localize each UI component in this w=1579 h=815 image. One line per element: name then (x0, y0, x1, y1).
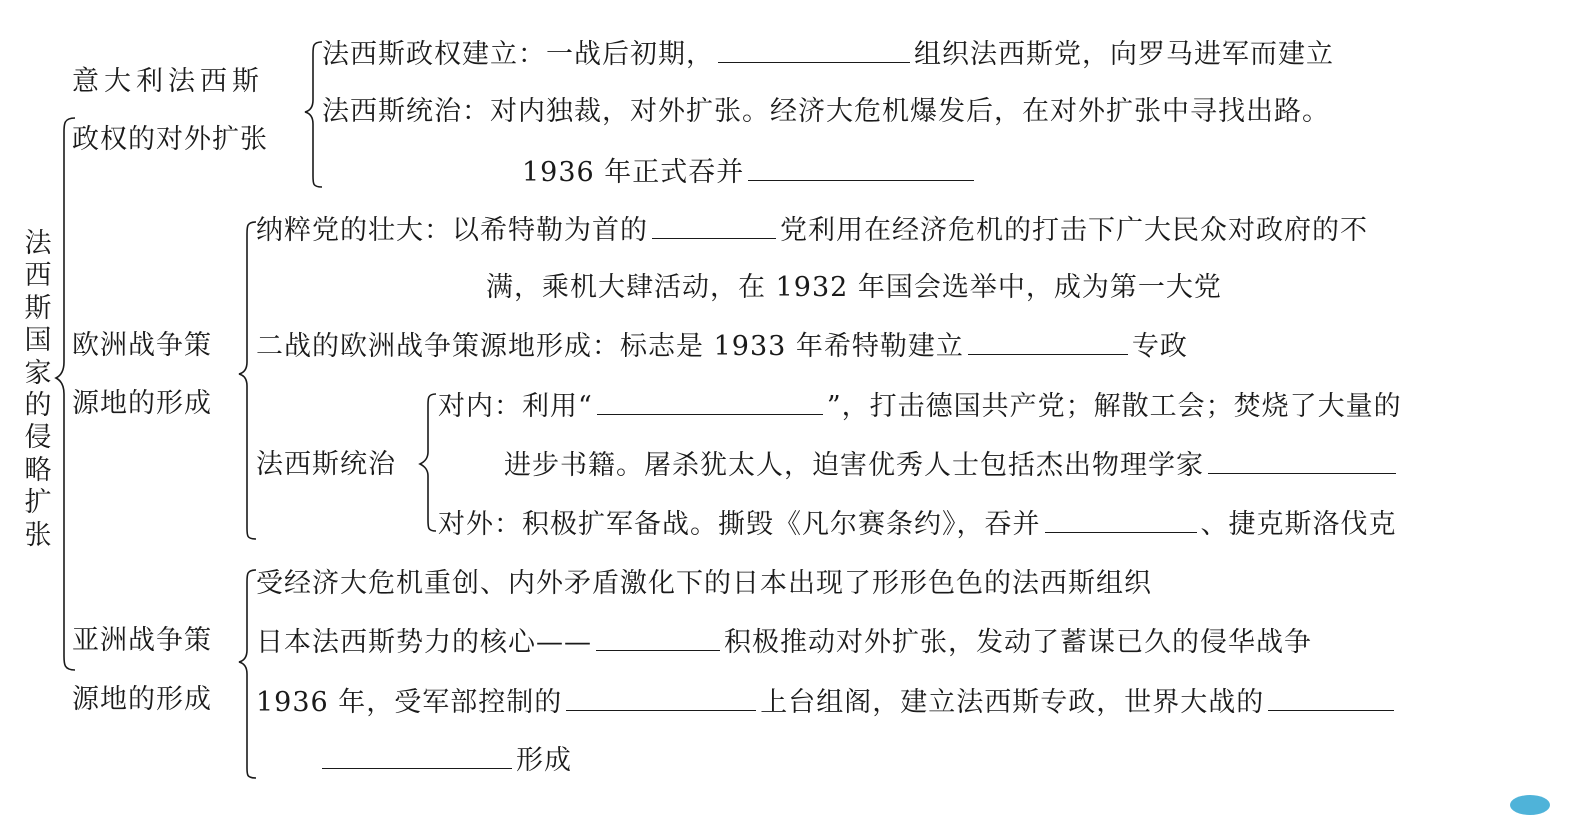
fill-blank[interactable] (1208, 449, 1396, 474)
europe-label-line2: 源地的形成 (72, 388, 212, 419)
corner-decoration (1510, 795, 1550, 815)
asia-row-3-text-b: 上台组阁，建立法西斯专政，世界大战的 (760, 687, 1265, 718)
italy-row-1-text-b: 组织法西斯党，向罗马进军而建立 (914, 39, 1334, 70)
italy-row-3 (522, 156, 978, 189)
italy-row-1-text-a: 法西斯政权建立：一战后初期， (322, 39, 714, 70)
italy-brace (305, 42, 322, 187)
fill-blank[interactable] (1045, 508, 1197, 533)
asia-row-3-text-a: 1936 年，受军部控制的 (256, 687, 563, 718)
europe-row-1-text-a: 纳粹党的壮大：以希特勒为首的 (256, 215, 648, 246)
europe-row-4-text-a: 对外：积极扩军备战。撕毁《凡尔赛条约》，吞并 (438, 509, 1041, 540)
europe-row-2 (256, 330, 1188, 363)
fill-blank[interactable] (652, 214, 776, 239)
europe-row-2-text-b: 专政 (1131, 331, 1188, 362)
europe-rule-label: 法西斯统治 (256, 449, 396, 480)
fill-blank[interactable] (597, 390, 823, 415)
asia-row-1: 受经济大危机重创、内外矛盾激化下的日本出现了形形色色的法西斯组织 (256, 568, 1152, 599)
europe-row-1-cont: 满，乘机大肆活动，在 1932 年国会选举中，成为第一大党 (486, 272, 1222, 303)
fill-blank[interactable] (322, 744, 512, 769)
asia-row-2-text-a: 日本法西斯势力的核心—— (256, 627, 592, 658)
asia-row-3 (256, 686, 1398, 719)
europe-row-4 (438, 508, 1397, 541)
italy-row-1 (322, 38, 1334, 71)
europe-row-3-text-a: 对内：利用“ (438, 391, 593, 422)
asia-row-2 (256, 626, 1312, 659)
asia-row-3-text-c: 形成 (516, 745, 572, 776)
europe-row-1 (256, 214, 1368, 247)
fill-blank[interactable] (718, 38, 910, 63)
italy-label-line2: 政权的对外扩张 (72, 124, 268, 155)
europe-label-line1: 欧洲战争策 (72, 330, 212, 361)
fill-blank[interactable] (596, 626, 720, 651)
fill-blank[interactable] (748, 156, 974, 181)
fill-blank[interactable] (566, 686, 756, 711)
europe-row-4-text-b: 、捷克斯洛伐克 (1200, 509, 1397, 540)
asia-label-line2: 源地的形成 (72, 684, 212, 715)
europe-row-3 (438, 390, 1402, 423)
rule-brace (420, 394, 436, 531)
europe-row-3-text-b: ”，打击德国共产党；解散工会；焚烧了大量的 (826, 391, 1402, 422)
asia-label-line1: 亚洲战争策 (72, 625, 212, 656)
asia-row-2-text-b: 积极推动对外扩张，发动了蓄谋已久的侵华战争 (724, 627, 1312, 658)
italy-row-2: 法西斯统治：对内独裁，对外扩张。经济大危机爆发后，在对外扩张中寻找出路。 (322, 96, 1330, 127)
europe-row-3-text-c: 进步书籍。屠杀犹太人，迫害优秀人士包括杰出物理学家 (504, 450, 1204, 481)
europe-row-2-text-a: 二战的欧洲战争策源地形成：标志是 1933 年希特勒建立 (256, 331, 964, 362)
europe-row-3-cont (504, 449, 1400, 482)
main-topic-vertical: 法西斯国家的侵略扩张 (24, 228, 52, 551)
italy-label-line1: 意大利法西斯 (72, 66, 264, 97)
fill-blank[interactable] (968, 330, 1128, 355)
europe-row-1-text-b: 党利用在经济危机的打击下广大民众对政府的不 (780, 215, 1368, 246)
europe-brace (239, 222, 256, 539)
asia-row-3-cont (322, 744, 572, 777)
italy-row-3-text: 1936 年正式吞并 (522, 157, 745, 188)
fill-blank[interactable] (1268, 686, 1394, 711)
asia-brace (239, 570, 256, 778)
